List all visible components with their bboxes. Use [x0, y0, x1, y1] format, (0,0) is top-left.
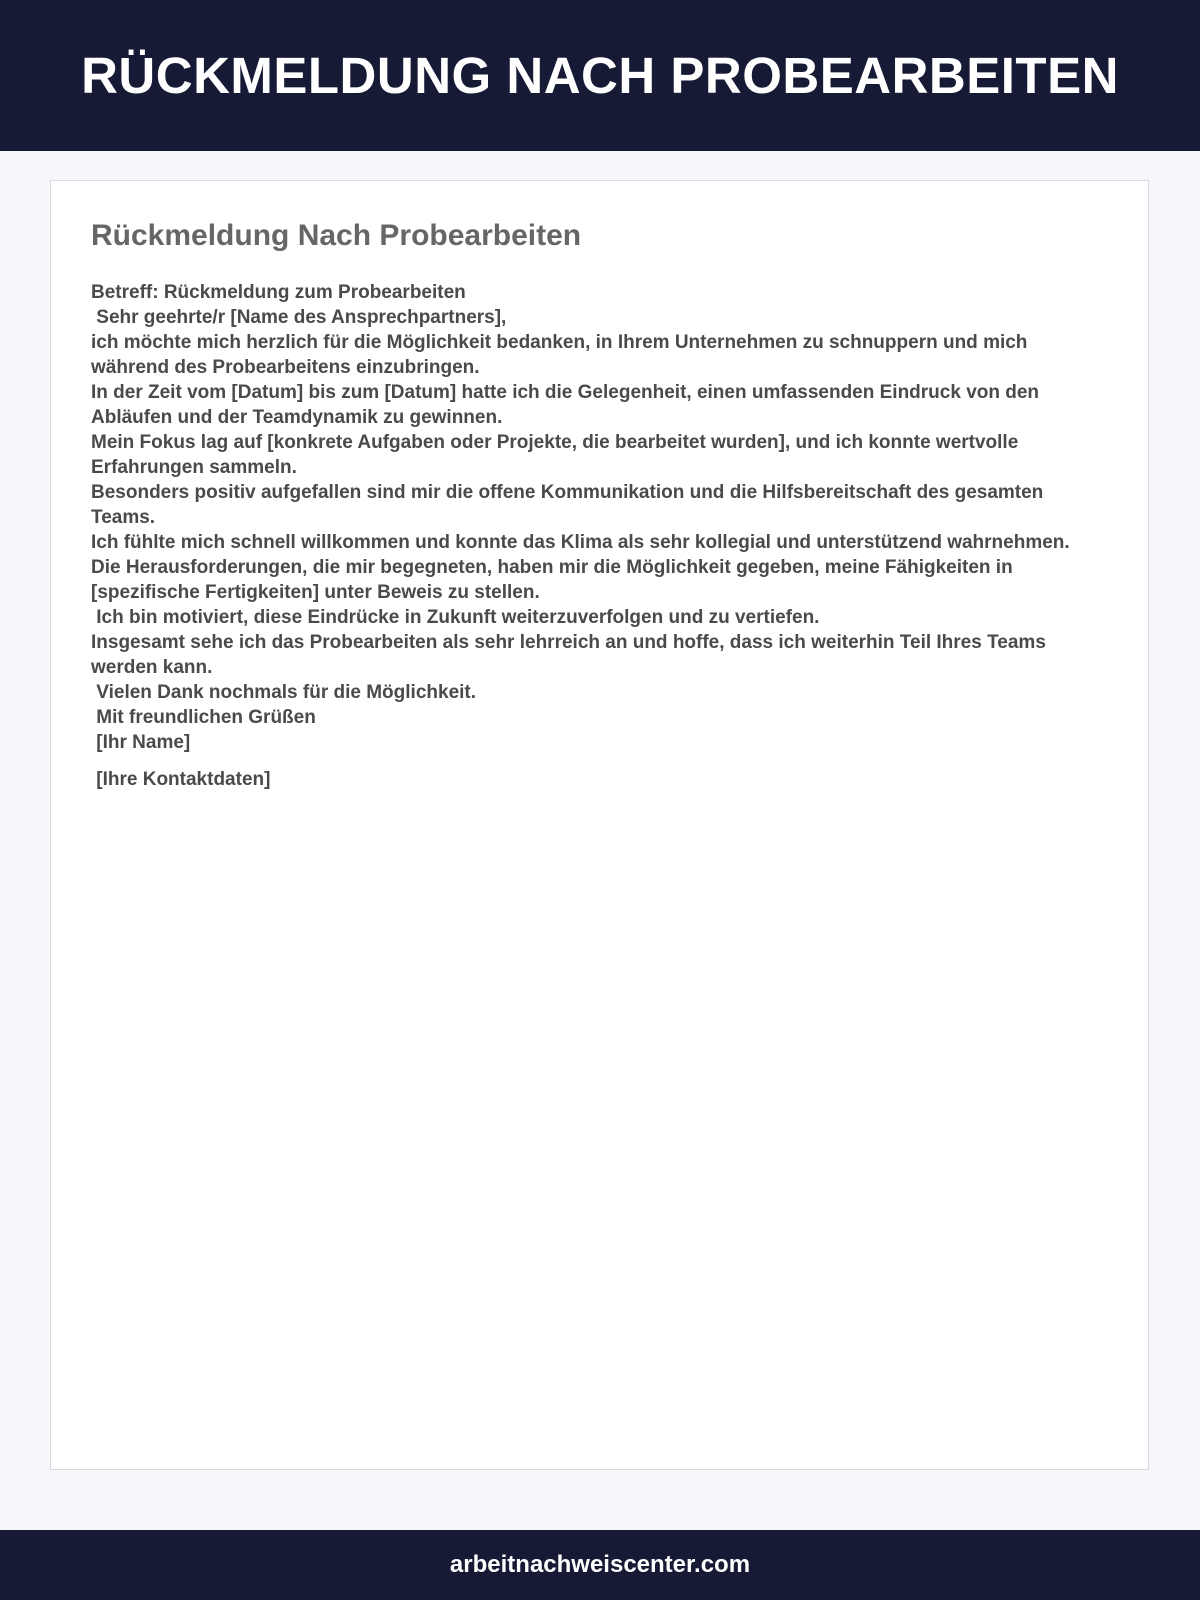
letter-contact-details: [Ihre Kontaktdaten] [91, 769, 271, 790]
header-title: RÜCKMELDUNG NACH PROBEARBEITEN [81, 47, 1119, 104]
document-card [50, 180, 1149, 1470]
letter-salutation: Sehr geehrte/r [Name des Ansprechpartners], [91, 307, 507, 328]
letter-paragraph: Die Herausforderungen, die mir begegneten, haben mir die Möglichkeit gegeben, meine Fähigkeiten in [spezifische Fertigkeiten] unter Beweis zu stellen. [91, 557, 1018, 603]
letter-closing: Mit freundlichen Grüßen [91, 707, 316, 728]
page-header [0, 0, 1200, 151]
letter-body [91, 280, 1106, 792]
document-title: Rückmeldung Nach Probearbeiten [91, 219, 582, 252]
letter-subject: Betreff: Rückmeldung zum Probearbeiten [91, 282, 466, 303]
letter-paragraph: In der Zeit vom [Datum] bis zum [Datum] hatte ich die Gelegenheit, einen umfassenden Eindruck von den Abläufen und der Teamdynamik zu gewinnen. [91, 382, 1044, 428]
letter-paragraph: Insgesamt sehe ich das Probearbeiten als sehr lehrreich an und hoffe, dass ich weiterhin Teil Ihres Teams werden kann. [91, 632, 1052, 678]
footer-site-name: arbeitnachweiscenter.com [449, 1551, 751, 1578]
letter-paragraph: Ich bin motiviert, diese Eindrücke in Zukunft weiterzuverfolgen und zu vertiefen. [91, 607, 820, 628]
letter-paragraph: Mein Fokus lag auf [konkrete Aufgaben oder Projekte, die bearbeitet wurden], und ich konnte wertvolle Erfahrungen sammeln. [91, 432, 1024, 478]
letter-thanks: Vielen Dank nochmals für die Möglichkeit. [91, 682, 477, 703]
page-footer [0, 1530, 1200, 1600]
letter-paragraph: Besonders positiv aufgefallen sind mir die offene Kommunikation und die Hilfsbereitschaft des gesamten Teams. [91, 482, 1049, 528]
letter-paragraph: Ich fühlte mich schnell willkommen und konnte das Klima als sehr kollegial und unterstützend wahrnehmen. [91, 532, 1070, 553]
letter-paragraph: ich möchte mich herzlich für die Möglichkeit bedanken, in Ihrem Unternehmen zu schnuppern und mich während des Probearbeitens einzubringen. [91, 332, 1033, 378]
letter-signature-name: [Ihr Name] [91, 732, 191, 753]
